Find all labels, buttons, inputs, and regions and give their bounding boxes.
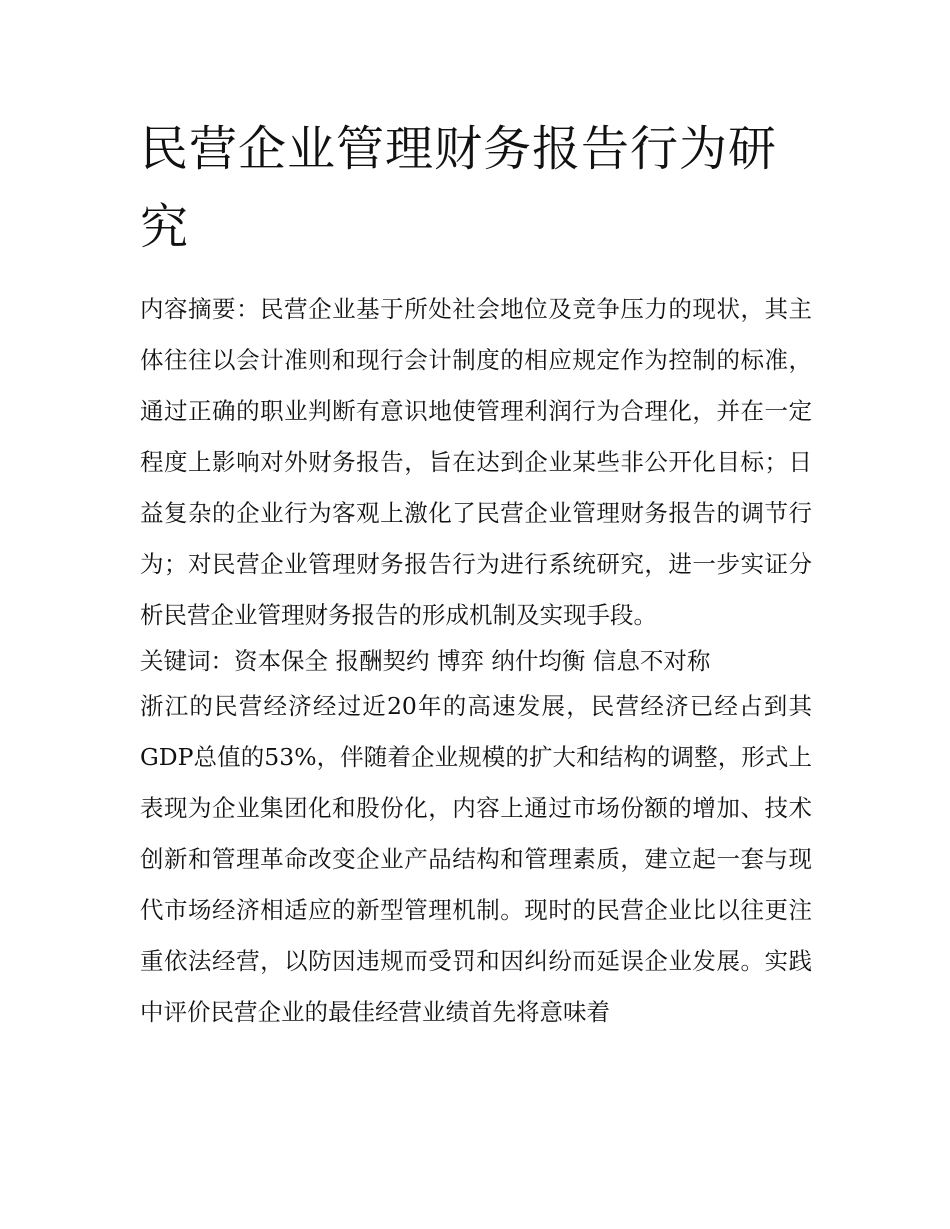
keywords-line: 关键词：资本保全 报酬契约 博弈 纳什均衡 信息不对称 xyxy=(140,647,711,675)
document-page xyxy=(140,110,812,1038)
document-title: 民营企业管理财务报告行为研究 xyxy=(140,121,778,255)
abstract-paragraph: 内容摘要：民营企业基于所处社会地位及竞争压力的现状，其主体往往以会计准则和现行会计制度的相应规定作为控制的标准，通过正确的职业判断有意识地使管理利润行为合理化，并在一定程度上影响对外财务报告，旨在达到企业某些非公开化目标；日益复杂的企业行为客观上激化了民营企业管理财务报告的调节行为；对民营企业管理财务报告行为进行系统研究，进一步实证分析民营企业管理财务报告的形成机制及实现手段。 xyxy=(140,295,812,629)
body-paragraph: 浙江的民营经济经过近20年的高速发展，民营经济已经占到其GDP总值的53%，伴随着企业规模的扩大和结构的调整，形式上表现为企业集团化和股份化，内容上通过市场份额的增加、技术创新和管理革命改变企业产品结构和管理素质，建立起一套与现代市场经济相适应的新型管理机制。现时的民营企业比以往更注重依法经营，以防因违规而受罚和因纠纷而延误企业发展。实践中评价民营企业的最佳经营业绩首先将意味着 xyxy=(140,692,812,1026)
